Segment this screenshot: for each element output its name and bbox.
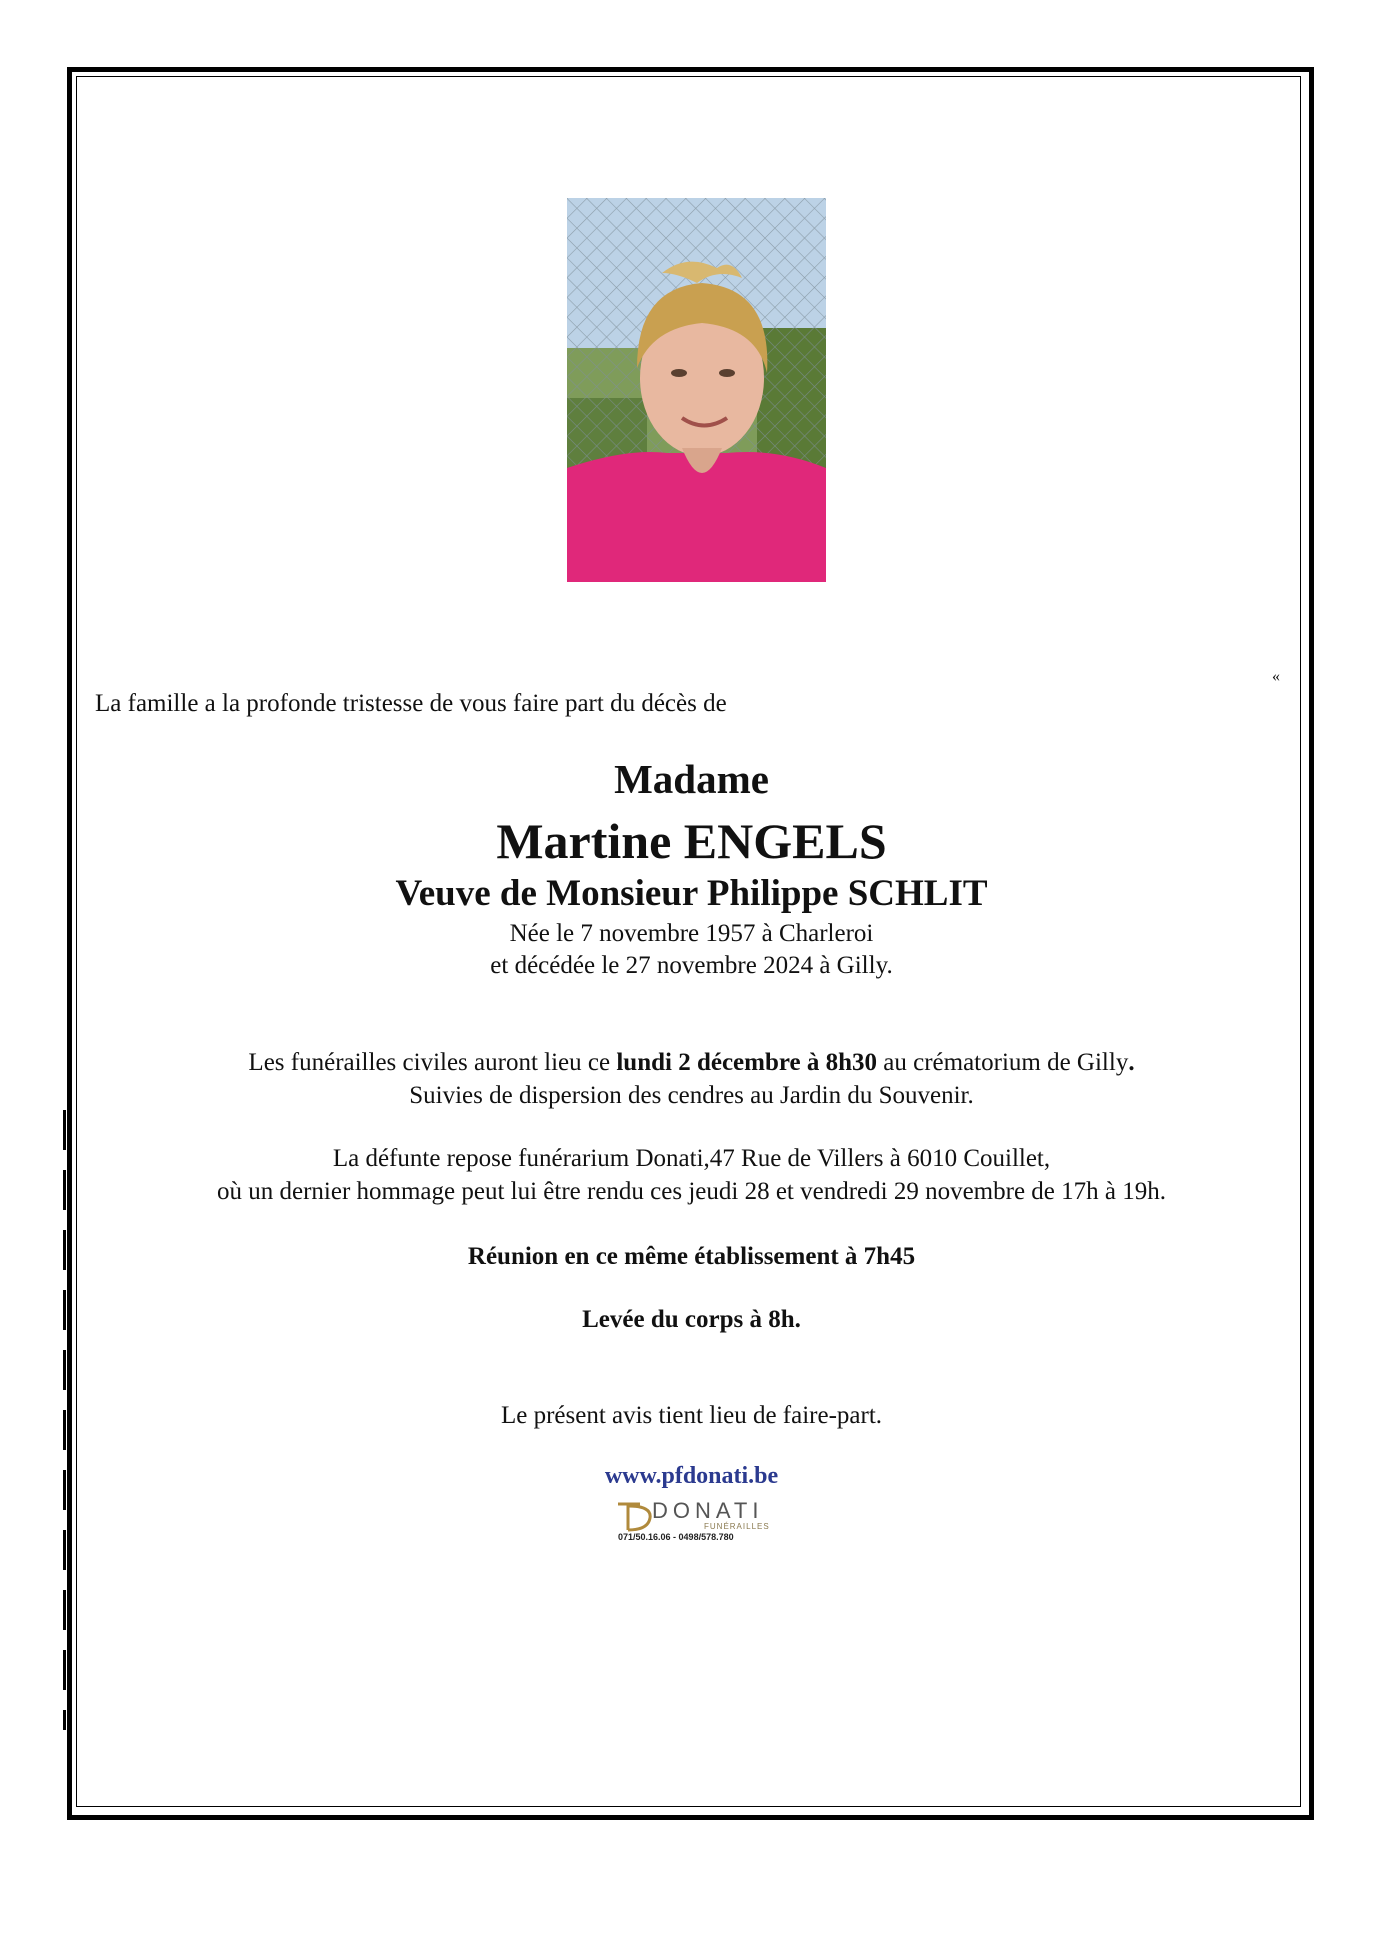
funeral-line-1: [80, 1049, 1303, 1077]
website-link[interactable]: www.pfdonati.be: [604, 1463, 779, 1489]
quote-mark: «: [1272, 668, 1280, 685]
deceased-name: Martine ENGELS: [496, 813, 887, 869]
rest-line-2: où un dernier hommage peut lui être rendu ces jeudi 28 et vendredi 29 novembre de 17h à 19h.: [216, 1178, 1166, 1205]
death-info: et décédée le 27 novembre 2024 à Gilly.: [490, 952, 893, 979]
widow-of: Veuve de Monsieur Philippe SCHLIT: [395, 873, 988, 914]
funeral-date: lundi 2 décembre à 8h30: [616, 1049, 878, 1076]
donati-subtitle: FUNÉRAILLES: [704, 1522, 770, 1531]
donati-logo: [614, 1498, 774, 1546]
funeral-line-1-end: .: [1128, 1049, 1135, 1076]
funeral-line-2: Suivies de dispersion des cendres au Jardin du Souvenir.: [409, 1082, 974, 1109]
rest-line-1: La défunte repose funérarium Donati,47 Rue de Villers à 6010 Couillet,: [332, 1145, 1051, 1172]
meeting-info: Réunion en ce même établissement à 7h45: [467, 1243, 916, 1270]
funeral-line-1-pre: Les funérailles civiles auront lieu ce: [248, 1049, 617, 1076]
portrait-photo: [567, 198, 826, 582]
intro-text: La famille a la profonde tristesse de vous faire part du décès de: [95, 690, 727, 717]
birth-info: Née le 7 novembre 1957 à Charleroi: [509, 920, 874, 947]
notice-text: Le présent avis tient lieu de faire-part.: [500, 1402, 883, 1429]
lift-info: Levée du corps à 8h.: [582, 1306, 801, 1333]
funeral-line-1-post: au crématorium de Gilly: [877, 1049, 1129, 1076]
donati-wordmark: DONATI: [652, 1498, 764, 1523]
donati-logo-icon: [614, 1500, 654, 1532]
honorific: Madame: [614, 756, 769, 802]
donati-phones: 071/50.16.06 - 0498/578.780: [618, 1532, 734, 1542]
scan-margin-marks: [63, 1110, 66, 1730]
